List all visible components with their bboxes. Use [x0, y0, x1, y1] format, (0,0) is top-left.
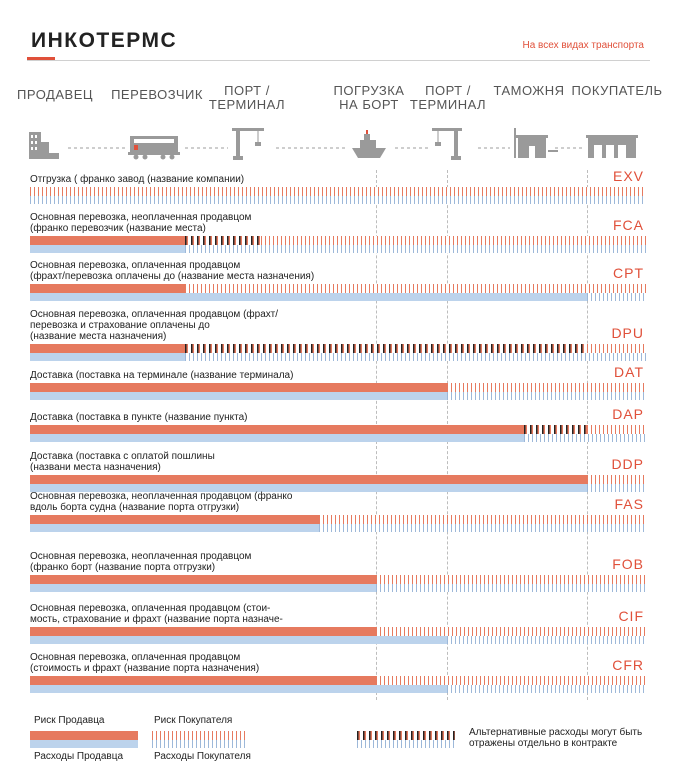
alt-costs-bar: [185, 344, 587, 353]
term-label-cpt: Основная перевозка, оплаченная продавцом (фрахт/перевозка оплачены до (название места назначения): [30, 260, 315, 282]
seller-costs-bar: [30, 685, 447, 693]
buyer-risk-bar: [447, 383, 646, 392]
seller-risk-bar: [30, 344, 185, 353]
legend-buyer-costs: Расходы Покупателя: [154, 751, 251, 762]
stage-port-1: ПОРТ / ТЕРМИНАЛ: [208, 83, 286, 112]
term-code-dap: DAP: [612, 406, 644, 422]
stage-buyer: ПОКУПАТЕЛЬ: [571, 83, 663, 98]
buyer-risk-bar: [587, 475, 646, 484]
term-label-dat: Доставка (поставка на терминале (название терминала): [30, 370, 294, 381]
term-label-dpu: Основная перевозка, оплаченная продавцом (фрахт/ перевозка и страхование оплачены до (название места назначения): [30, 309, 279, 342]
legend-alt-costs-swatch: [357, 731, 455, 740]
factory-icon: [29, 132, 59, 159]
legend-seller-costs-swatch: [30, 740, 138, 748]
legend-seller-risk: Риск Продавца: [34, 715, 105, 726]
header-divider: [27, 60, 650, 61]
legend-seller-costs: Расходы Продавца: [34, 751, 124, 762]
stage-onboard: ПОГРУЗКА НА БОРТ: [333, 83, 405, 112]
buyer-risk-bar: [376, 575, 646, 584]
warehouse-icon: [586, 135, 638, 158]
buyer-risk-bar: [319, 515, 647, 524]
term-label-cfr: Основная перевозка, оплаченная продавцом (стоимость и фрахт (название порта назначения): [30, 652, 260, 674]
seller-costs-bar: [30, 524, 319, 532]
term-code-fob: FOB: [612, 556, 644, 572]
seller-costs-bar: [30, 293, 587, 301]
seller-risk-bar: [30, 676, 376, 685]
ship-icon: [352, 130, 386, 158]
seller-risk-bar: [30, 475, 587, 484]
buyer-costs-bar: [524, 434, 646, 442]
seller-risk-bar: [30, 575, 376, 584]
seller-risk-bar: [30, 627, 376, 636]
seller-risk-bar: [30, 425, 524, 434]
buyer-costs-bar: [185, 245, 646, 253]
buyer-costs-bar: [447, 685, 646, 693]
seller-risk-bar: [30, 284, 185, 293]
stage-icons-row: [0, 120, 685, 165]
term-label-dap: Доставка (поставка в пункте (название пункта): [30, 412, 248, 423]
term-label-ddp: Доставка (поставка с оплатой пошлины (названи места назначения): [30, 451, 215, 473]
buyer-risk-bar: [587, 344, 646, 353]
buyer-costs-bar: [587, 484, 646, 492]
buyer-risk-bar: [30, 187, 646, 196]
seller-costs-bar: [30, 392, 447, 400]
legend-buyer-costs-swatch: [152, 740, 247, 748]
buyer-risk-bar: [261, 236, 646, 245]
seller-risk-bar: [30, 383, 447, 392]
buyer-costs-bar: [319, 524, 647, 532]
stage-carrier: ПЕРЕВОЗЧИК: [111, 87, 203, 102]
term-code-cpt: CPT: [613, 265, 644, 281]
buyer-risk-bar: [185, 284, 646, 293]
crane-icon: [232, 128, 264, 160]
train-icon: [128, 136, 180, 160]
buyer-costs-bar: [447, 392, 646, 400]
seller-costs-bar: [30, 245, 185, 253]
buyer-costs-bar: [185, 353, 646, 361]
term-label-fas: Основная перевозка, неоплаченная продавцом (франко вдоль борта судна (название порта отгрузки): [30, 491, 293, 513]
term-code-exv: EXV: [612, 168, 644, 184]
buyer-risk-bar: [376, 627, 646, 636]
stage-seller: ПРОДАВЕЦ: [17, 87, 93, 102]
crane-icon: [432, 128, 462, 160]
term-label-fca: Основная перевозка, неоплаченная продавцом (франко перевозчик (название места): [30, 212, 252, 234]
term-code-ddp: DDP: [611, 456, 644, 472]
term-label-cif: Основная перевозка, оплаченная продавцом (стои- мость, страхование и фрахт (название порта назначе-: [30, 603, 283, 625]
seller-costs-bar: [30, 584, 376, 592]
legend-buyer-risk-swatch: [152, 731, 247, 740]
buyer-costs-bar: [376, 584, 646, 592]
seller-risk-bar: [30, 236, 185, 245]
term-code-fca: FCA: [613, 217, 644, 233]
legend-alt-costs-blue-swatch: [357, 740, 455, 748]
buyer-costs-bar: [587, 293, 646, 301]
term-code-dpu: DPU: [611, 325, 644, 341]
seller-costs-bar: [30, 636, 447, 644]
stage-customs: ТАМОЖНЯ: [493, 83, 565, 98]
legend-alt-costs: Альтернативные расходы могут быть отражены отдельно в контракте: [469, 727, 643, 749]
buyer-risk-bar: [587, 425, 646, 434]
term-code-cfr: CFR: [612, 657, 644, 673]
seller-costs-bar: [30, 434, 524, 442]
term-label-exv: Отгрузка ( франко завод (название компании): [30, 174, 245, 185]
legend-buyer-risk: Риск Покупателя: [154, 715, 233, 726]
term-code-cif: CIF: [618, 608, 644, 624]
term-code-fas: FAS: [614, 496, 644, 512]
stage-port-2: ПОРТ / ТЕРМИНАЛ: [409, 83, 487, 112]
customs-icon: [514, 128, 558, 158]
buyer-costs-bar: [30, 196, 646, 204]
term-label-fob: Основная перевозка, неоплаченная продавцом (франко борт (название порта отгрузки): [30, 551, 252, 573]
seller-costs-bar: [30, 353, 185, 361]
page-title: ИНКОТЕРМС: [31, 29, 178, 52]
alt-costs-bar: [185, 236, 261, 245]
seller-risk-bar: [30, 515, 319, 524]
buyer-risk-bar: [376, 676, 646, 685]
legend-seller-risk-swatch: [30, 731, 138, 740]
alt-costs-bar: [524, 425, 587, 434]
buyer-costs-bar: [447, 636, 646, 644]
page-subtitle: На всех видах транспорта: [522, 40, 644, 51]
term-code-dat: DAT: [614, 364, 644, 380]
